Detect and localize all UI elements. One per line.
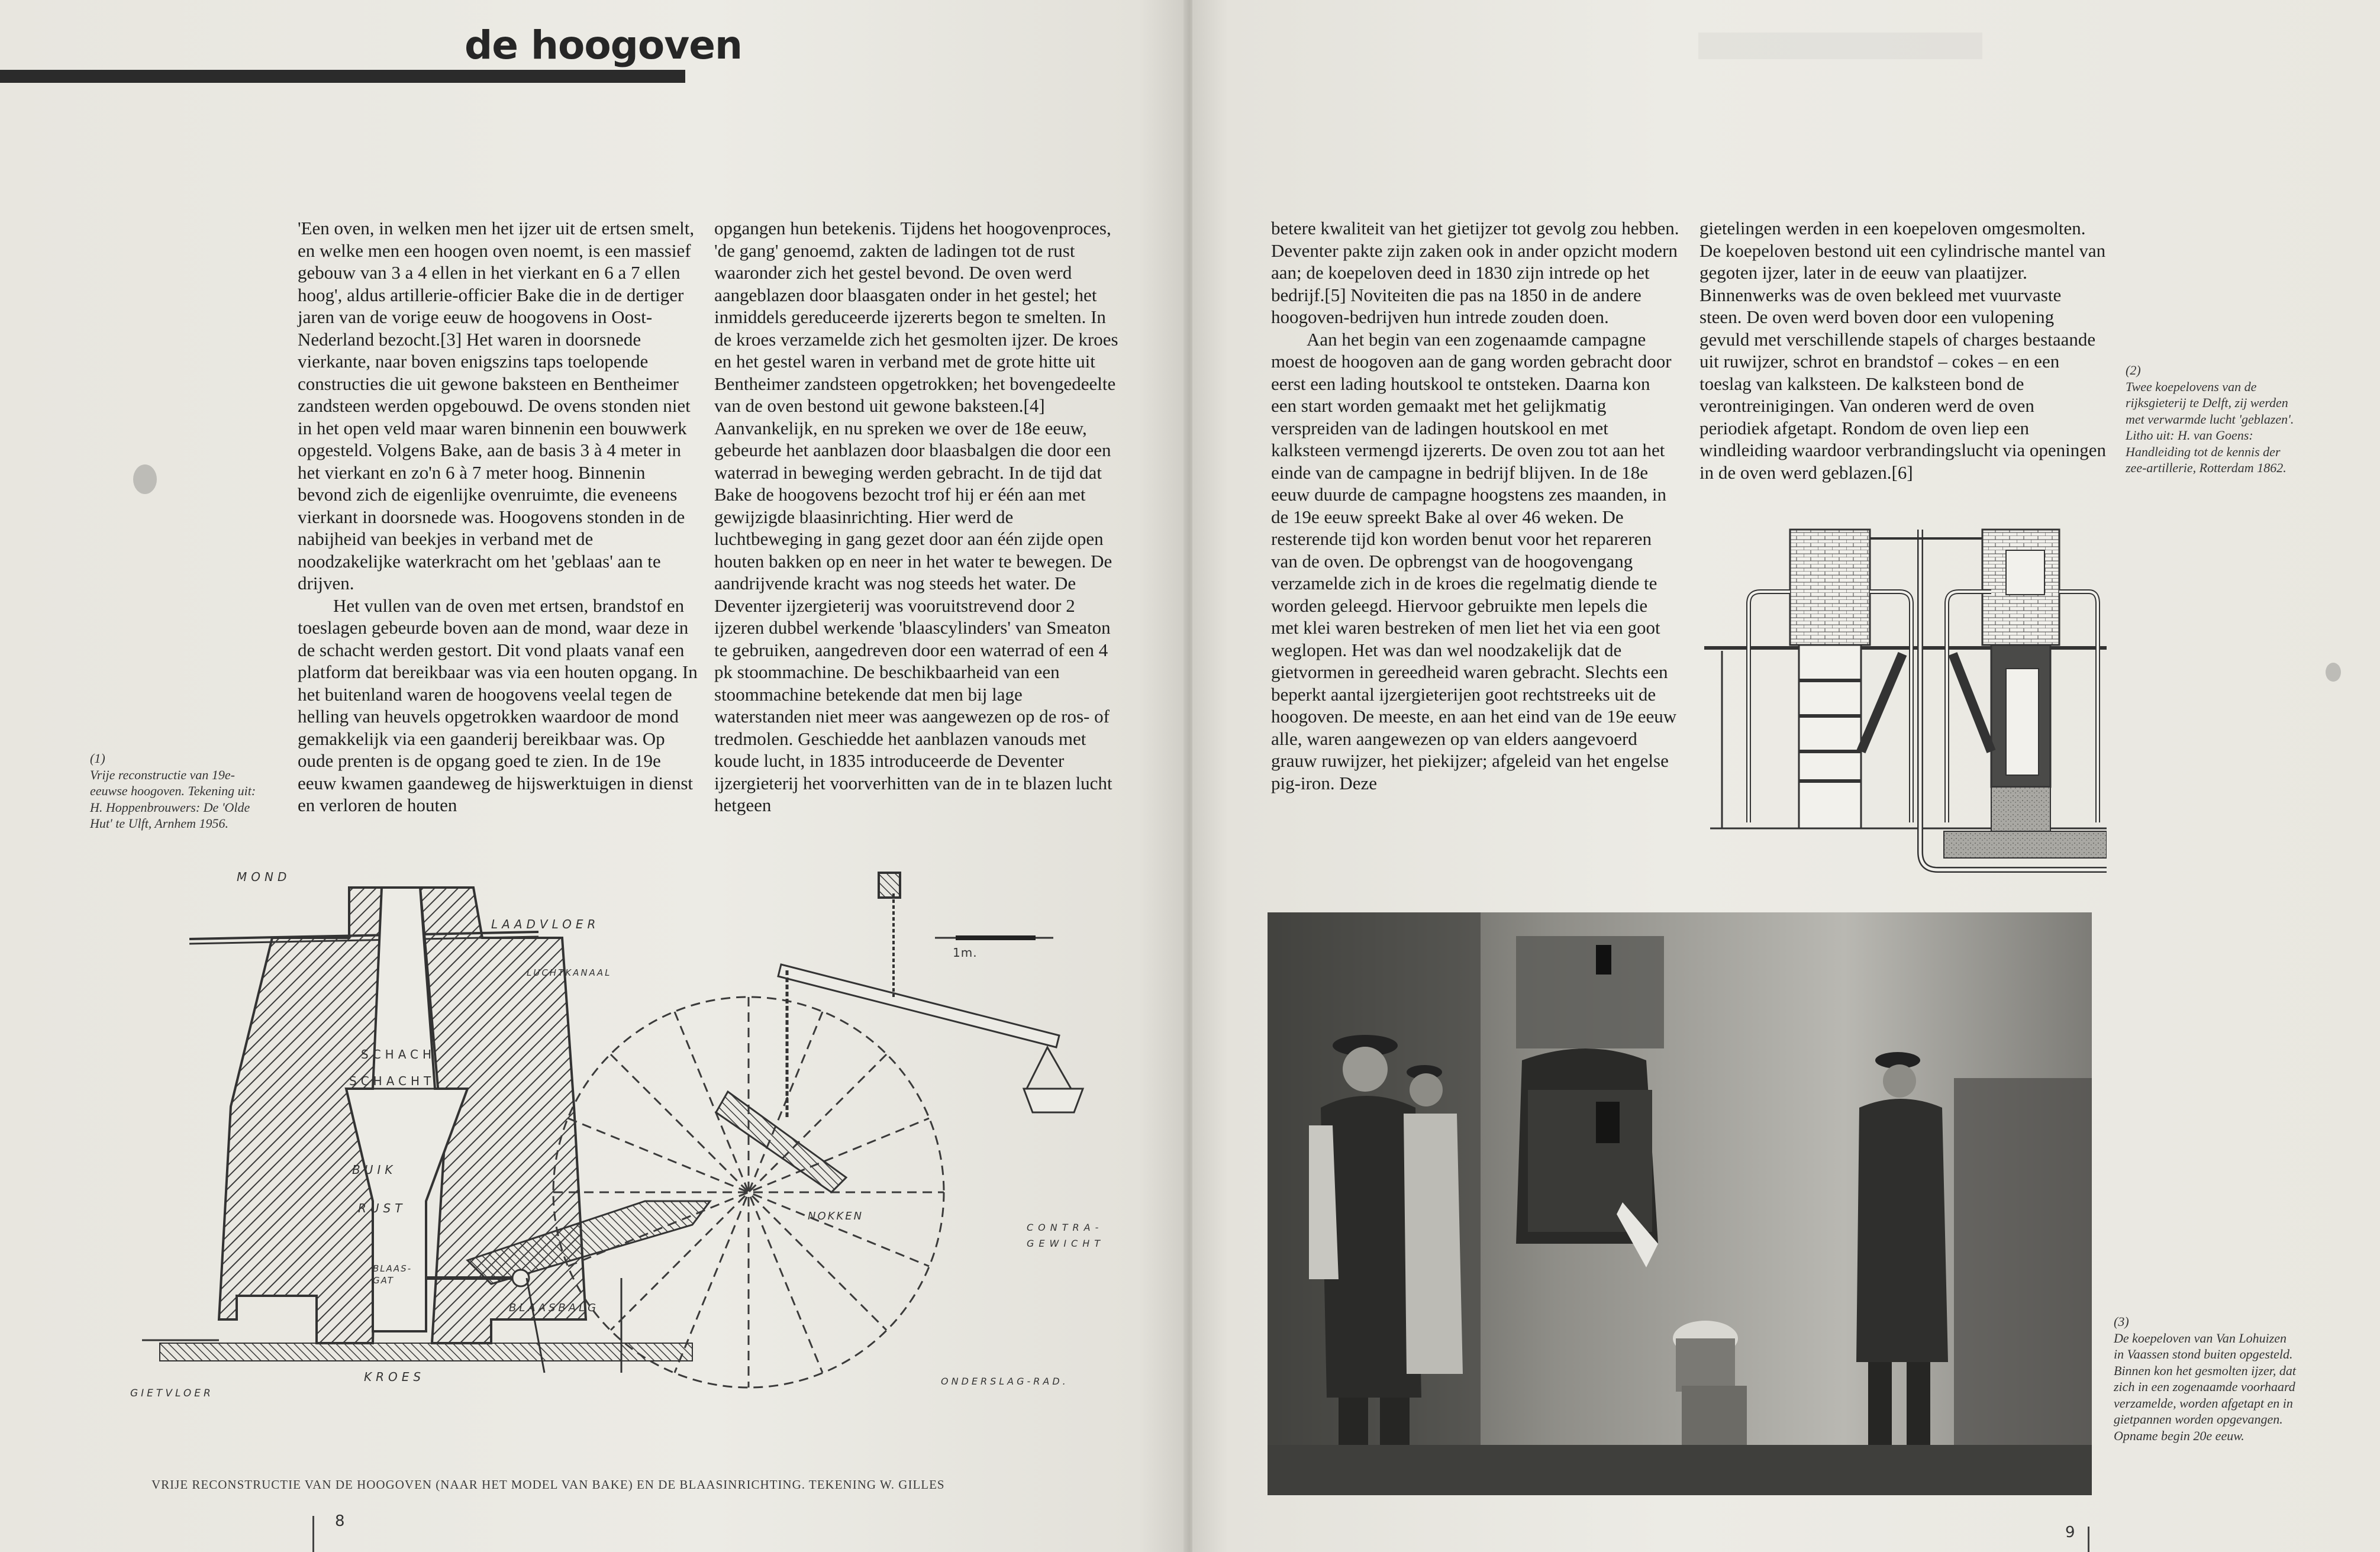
paragraph: gietelingen werden in een koepeloven omgesmolten. De koepeloven bestond uit een cylindrische mantel van gegoten ijzer, later in de eeuw van plaatijzer. Binnenwerks was de oven bekleed met vuurvaste steen. De oven werd boven door een vulopening gevuld met verschillende stapels of charges bestaande uit ruwijzer, schrot en brandstof – cokes – en een toeslag van kalksteen. De kalksteen bond de verontreinigingen. Van onderen werd de oven periodiek afgetapt. Rondom de oven liep een windleiding waardoor verbrandingslucht via openingen in de oven werd geblazen.[6]: [1699, 218, 2106, 483]
scan-smudge: [133, 464, 157, 494]
page-title: de hoogoven: [465, 22, 743, 68]
label-kroes: KROES: [364, 1370, 425, 1384]
label-gietvloer: GIETVLOER: [130, 1388, 214, 1399]
label-blaasgat-2: GAT: [373, 1275, 394, 1286]
caption-number: (3): [2114, 1314, 2129, 1329]
label-schach: SCHACH: [361, 1047, 436, 1061]
label-schacht: SCHACHT: [349, 1074, 436, 1088]
label-luchtkanaal: LUCHTKANAAL: [527, 967, 612, 978]
paragraph: Het vullen van de oven met ertsen, brandstof en toeslagen gebeurde boven aan de mond, waar deze in de schacht werden gestort. Dit vond plaats vanaf een platform dat bereikbaar was via een houten opgang. In het buitenland waren de hoogovens veelal tegen de helling van heuvels opgetrokken waardoor de mond gemakkelijk via een gaanderij bereikbaar was. Op oude prenten is de opgang goed te zien. In de 19e eeuw kwamen gaandeweg de hijswerktuigen in dienst en verloren de houten: [298, 595, 698, 815]
label-buik: BUIK: [352, 1163, 397, 1177]
furnace-diagram-svg: [112, 870, 1130, 1438]
paragraph: Aan het begin van een zogenaamde campagne moest de hoogoven aan de gang worden gebracht door eerst een lading houtskool te ontsteken. Daarna kon een start worden gemaakt met het gelijkmatig verspreiden van de ladingen houtskool en met kalksteen vermengd ijzererts. De oven zou tot aan het einde van de campagne in bedrijf blijven. In de 18e eeuw duurde de campagne hoogstens zes maanden, in de 19e eeuw spreekt Bake al over 46 weken. De resterende tijd kon worden benut voor het repareren van de oven. De opbrengst van de hoogovengang verzamelde zich in de kroes die regelmatig diende te worden geleegd. Hiervoor gebruikte men lepels die met klei waren bestreken of men liet het via een goot weglopen. Het was dan wel noodzakelijk dat de gietvormen in gereedheid waren gebracht. Slechts een beperkt aantal ijzergieterijen goot rechtstreeks uit de hoogoven. De meeste, en aan het eind van de 19e eeuw alle, waren aangewezen op van elders aangevoerd grauw ruwijzer, het piekijzer; afgeleid van het engelse pig-iron. Deze: [1271, 328, 1677, 793]
label-blaasgat-1: BLAAS-: [373, 1263, 412, 1274]
caption-figure-3: [2114, 1314, 2297, 1444]
label-onderslagrad: ONDERSLAG-RAD.: [941, 1376, 1069, 1387]
page-number-rule: [2088, 1527, 2089, 1552]
article-column-4: [1699, 217, 2108, 483]
label-blaasbalg: BLAASBALG: [509, 1302, 599, 1314]
caption-text: De koepeloven van Van Lohuizen in Vaassen stond buiten opgesteld. Binnen kon het gesmolten ijzer, dat zich in een zogenaamde voorhaard verzamelde, worden afgetapt en in gietpannen worden opgevangen. Opname begin 20e eeuw.: [2114, 1330, 2296, 1443]
caption-text: Vrije reconstructie van 19e-eeuwse hoogoven. Tekening uit: H. Hoppenbrouwers: De 'Olde Hut' te Ulft, Arnhem 1956.: [90, 767, 256, 831]
article-column-1: [298, 217, 700, 817]
caption-number: (1): [90, 751, 105, 766]
page-number-right: 9: [2065, 1524, 2075, 1541]
onderslag-rad-waterwheel: [553, 997, 944, 1388]
label-rust: RUST: [358, 1201, 407, 1215]
caption-number: (2): [2126, 363, 2141, 377]
label-contragewicht-2: GEWICHT: [1027, 1238, 1105, 1249]
caption-figure-1: [90, 750, 267, 832]
figure-1-caption: VRIJE RECONSTRUCTIE VAN DE HOOGOVEN (NAAR HET MODEL VAN BAKE) EN DE BLAASINRICHTING. TEKENING W. GILLES: [151, 1477, 945, 1492]
article-column-3: [1271, 217, 1679, 794]
cupola-photograph: [1268, 912, 2092, 1495]
photo-svg: [1268, 912, 2092, 1495]
article-column-2: [714, 217, 1123, 817]
label-contragewicht-1: CONTRA-: [1027, 1222, 1104, 1233]
label-nokken: NOKKEN: [808, 1210, 864, 1222]
blast-furnace-drawing: [112, 870, 1130, 1438]
nokken-cam: [716, 1092, 846, 1192]
bleed-through-header: [1698, 33, 1982, 59]
left-cupola-stack: [1790, 530, 1870, 645]
paragraph: opgangen hun betekenis. Tijdens het hoogovenproces, 'de gang' genoemd, zakten de ladingen tot de rust waaronder zich het gestel bevond. De oven werd aangeblazen door blaasgaten onder in het gestel; het inmiddels gereduceerde ijzererts begon te smelten. In de kroes verzamelde zich het gesmolten ijzer. De kroes en het gestel waren in verband met de grote hitte uit Bentheimer zandsteen opgetrokken; het bovengedeelte van de oven bestond uit gewone baksteen.[4] Aanvankelijk, en nu spreken we over de 18e eeuw, gebeurde het aanblazen door blaasbalgen die door een waterrad in beweging werden gebracht. In de tijd dat Bake de hoogovens bezocht trof hij er één aan met gewijzigde blaasinrichting. Hier werd de luchtbeweging in gang gezet door aan één zijde open houten bakken op en neer in het water te bewegen. De aandrijvende kracht was nog steeds het water. De Deventer ijzergieterij was vooruitstrevend door 2 ijzeren dubbel werkende 'blaascylinders' van Smeaton te gebruiken, aangedreven door een waterrad of een 4 pk stoommachine. De beschikbaarheid van een stoommachine betekende dat men bij lage waterstanden niet meer was aangewezen op de ros- of tredmolen. Geschiedde het aanblazen vanouds met koude lucht, in 1835 introduceerde de Deventer ijzergieterij het voorverhitten van de in te blazen lucht hetgeen: [714, 218, 1118, 815]
scan-smudge: [2326, 663, 2341, 682]
page-number-left: 8: [335, 1512, 345, 1530]
paragraph: 'Een oven, in welken men het ijzer uit de ertsen smelt, en welke men een hoogen oven noemt, is een massief gebouw van 3 a 4 ellen in het vierkant en 6 a 7 ellen hoog', aldus artillerie-officier Bake die in de dertiger jaren van de vorige eeuw de hoogovens in Oost-Nederland bezocht.[3] Het waren in doorsnede vierkante, naar boven enigszins taps toelopende constructies die uit gewone baksteen en Bentheimer zandsteen werden opgebouwd. De ovens stonden niet in het open veld maar waren binnenin een bouwwerk opgesteld. Volgens Bake, aan de basis 3 à 4 meter in het vierkant en zo'n 6 à 7 meter hoog. Binnenin bevond zich de eigenlijke ovenruimte, die eveneens vierkant in doorsnede was. Hoogovens stonden in de nabijheid van beekjes in verband met de noodzakelijke waterkracht om het 'geblaas' aan te drijven.: [298, 218, 695, 593]
caption-text: Twee koepelovens van de rijksgieterij te Delft, zij werden met verwarmde lucht 'geblazen'. Litho uit: H. van Goens: Handleiding tot de kennis der zee-artillerie, Rotterdam 1862.: [2126, 379, 2294, 475]
label-laadvloer: LAADVLOER: [491, 917, 600, 931]
cupola-diagram-svg: [1704, 515, 2107, 899]
header-rule: [0, 70, 685, 83]
left-cupola-body: [1799, 645, 1861, 828]
page-number-rule: [312, 1516, 314, 1552]
paragraph: betere kwaliteit van het gietijzer tot gevolg zou hebben. Deventer pakte zijn zaken ook in ander opzicht modern aan; de koepeloven deed in 1830 zijn intrede op het bedrijf.[5] Noviteiten die pas na 1850 in de andere hoogoven-bedrijven hun intrede zouden doen.: [1271, 218, 1679, 327]
cupola-furnaces-lithograph: [1704, 515, 2107, 899]
label-scale: 1m.: [953, 946, 978, 960]
lever-beam: [778, 873, 1083, 1118]
caption-figure-2: [2126, 362, 2303, 476]
label-mond: MOND: [237, 870, 291, 884]
